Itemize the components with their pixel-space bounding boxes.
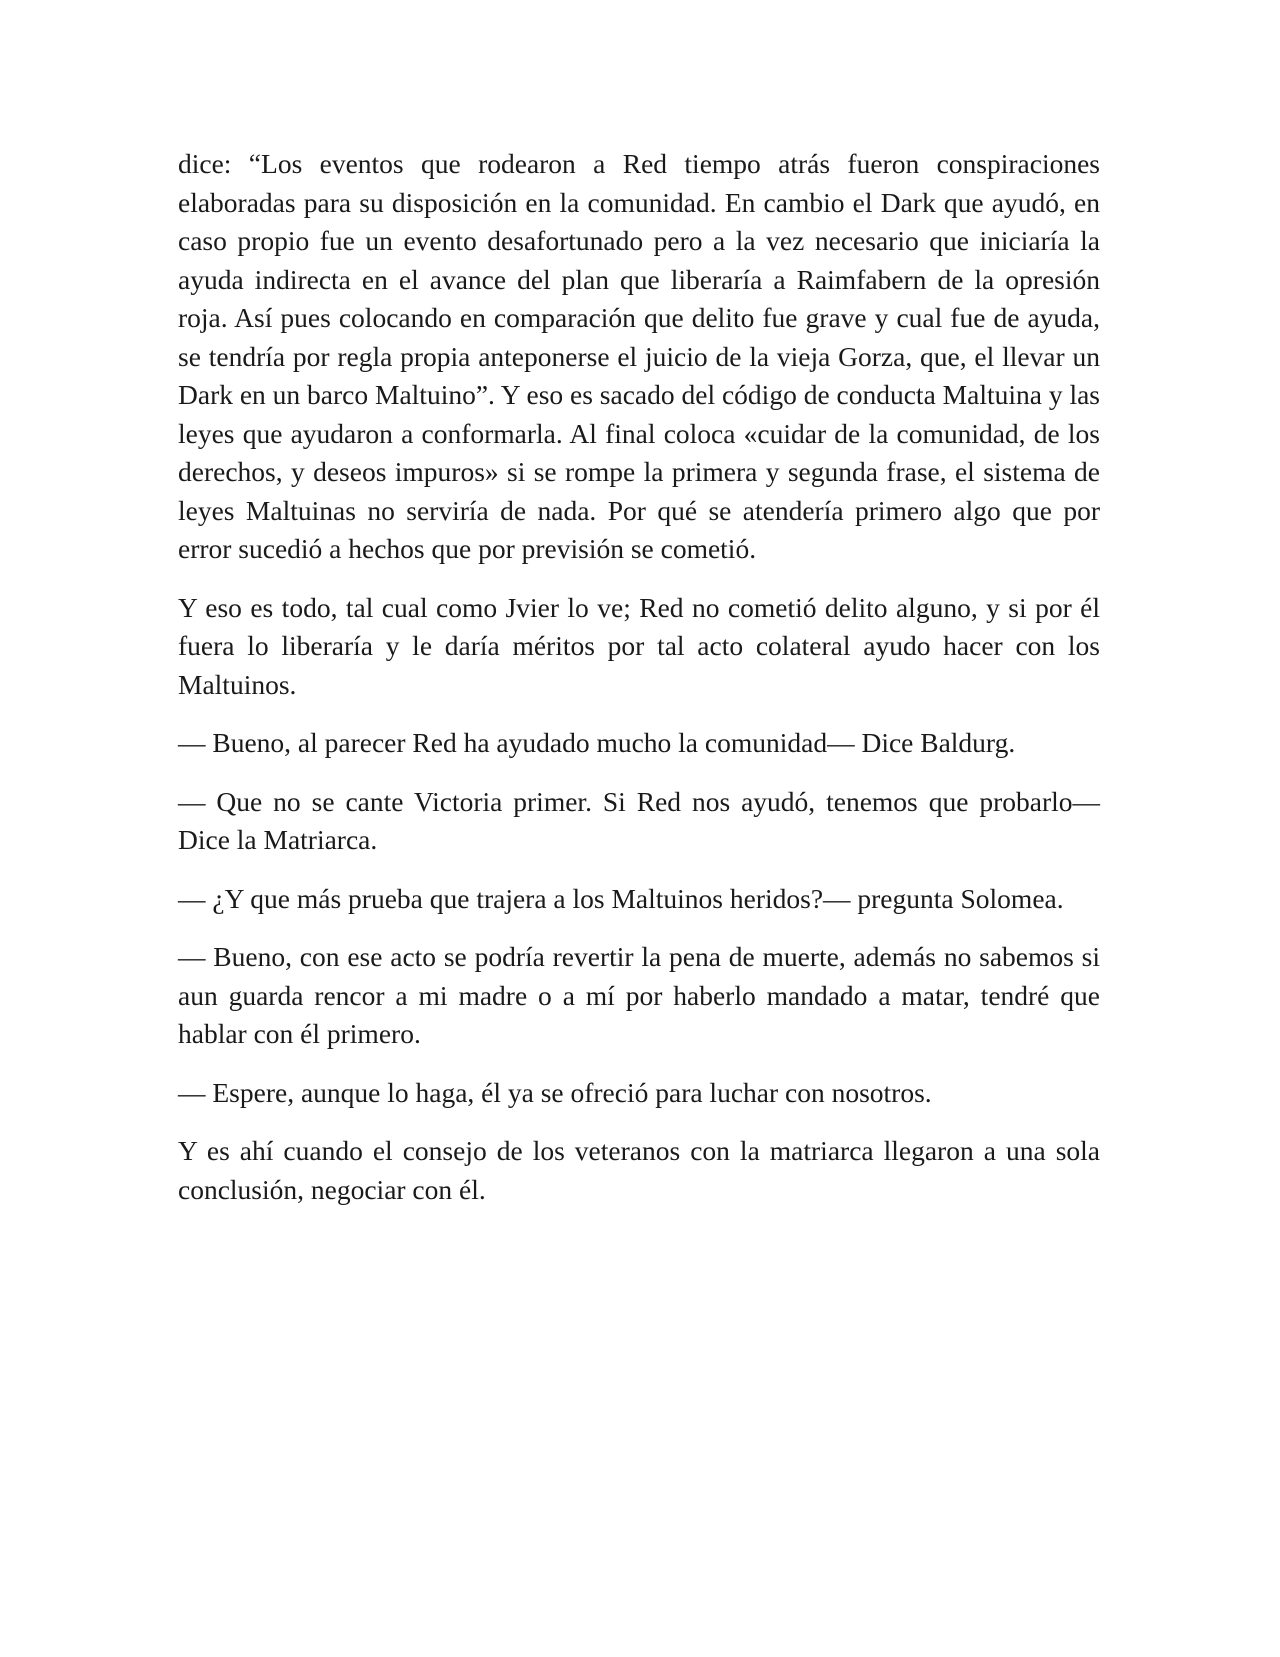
dialogue-solomea: — ¿Y que más prueba que trajera a los Maltuinos heridos?— pregunta Solomea. bbox=[178, 882, 1064, 914]
dialogue-matriarca: — Que no se cante Victoria primer. Si Red nos ayudó, tenemos que probarlo— Dice la Matriarca. bbox=[178, 785, 1100, 855]
page-body-text bbox=[178, 145, 1100, 1229]
dialogue-espere: — Espere, aunque lo haga, él ya se ofreció para luchar con nosotros. bbox=[178, 1076, 932, 1108]
paragraph-2: Y eso es todo, tal cual como Jvier lo ve; Red no cometió delito alguno, y si por él fuera lo liberaría y le daría méritos por tal acto colateral ayudo hacer con los Maltuinos. bbox=[178, 591, 1100, 700]
dialogue-baldurg: — Bueno, al parecer Red ha ayudado mucho la comunidad— Dice Baldurg. bbox=[178, 727, 1016, 758]
dialogue-reply: — Bueno, con ese acto se podría revertir la pena de muerte, además no sabemos si aun guarda rencor a mi madre o a mí por haberlo mandado a matar, tendré que hablar con él primero. bbox=[178, 941, 1100, 1049]
closing-paragraph: Y es ahí cuando el consejo de los veteranos con la matriarca llegaron a una sola conclusión, negociar con él. bbox=[178, 1135, 1100, 1205]
paragraph-1: dice: “Los eventos que rodearon a Red tiempo atrás fueron conspiraciones elaboradas para su disposición en la comunidad. En cambio el Dark que ayudó, en caso propio fue un evento desafortunado pero a la vez necesario que iniciaría la ayuda indirecta en el avance del plan que liberaría a Raimfabern de la opresión roja. Así pues colocando en comparación que delito fue grave y cual fue de ayuda, se tendría por regla propia anteponerse el juicio de la vieja Gorza, que, el llevar un Dark en un barco Maltuino”. Y eso es sacado del código de conducta Maltuina y las leyes que ayudaron a conformarla. Al final coloca «cuidar de la comunidad, de los derechos, y deseos impuros» si se rompe la primera y segunda frase, el sistema de leyes Maltuinas no serviría de nada. Por qué se atendería primero algo que por error sucedió a hechos que por previsión se cometió. bbox=[178, 148, 1100, 564]
